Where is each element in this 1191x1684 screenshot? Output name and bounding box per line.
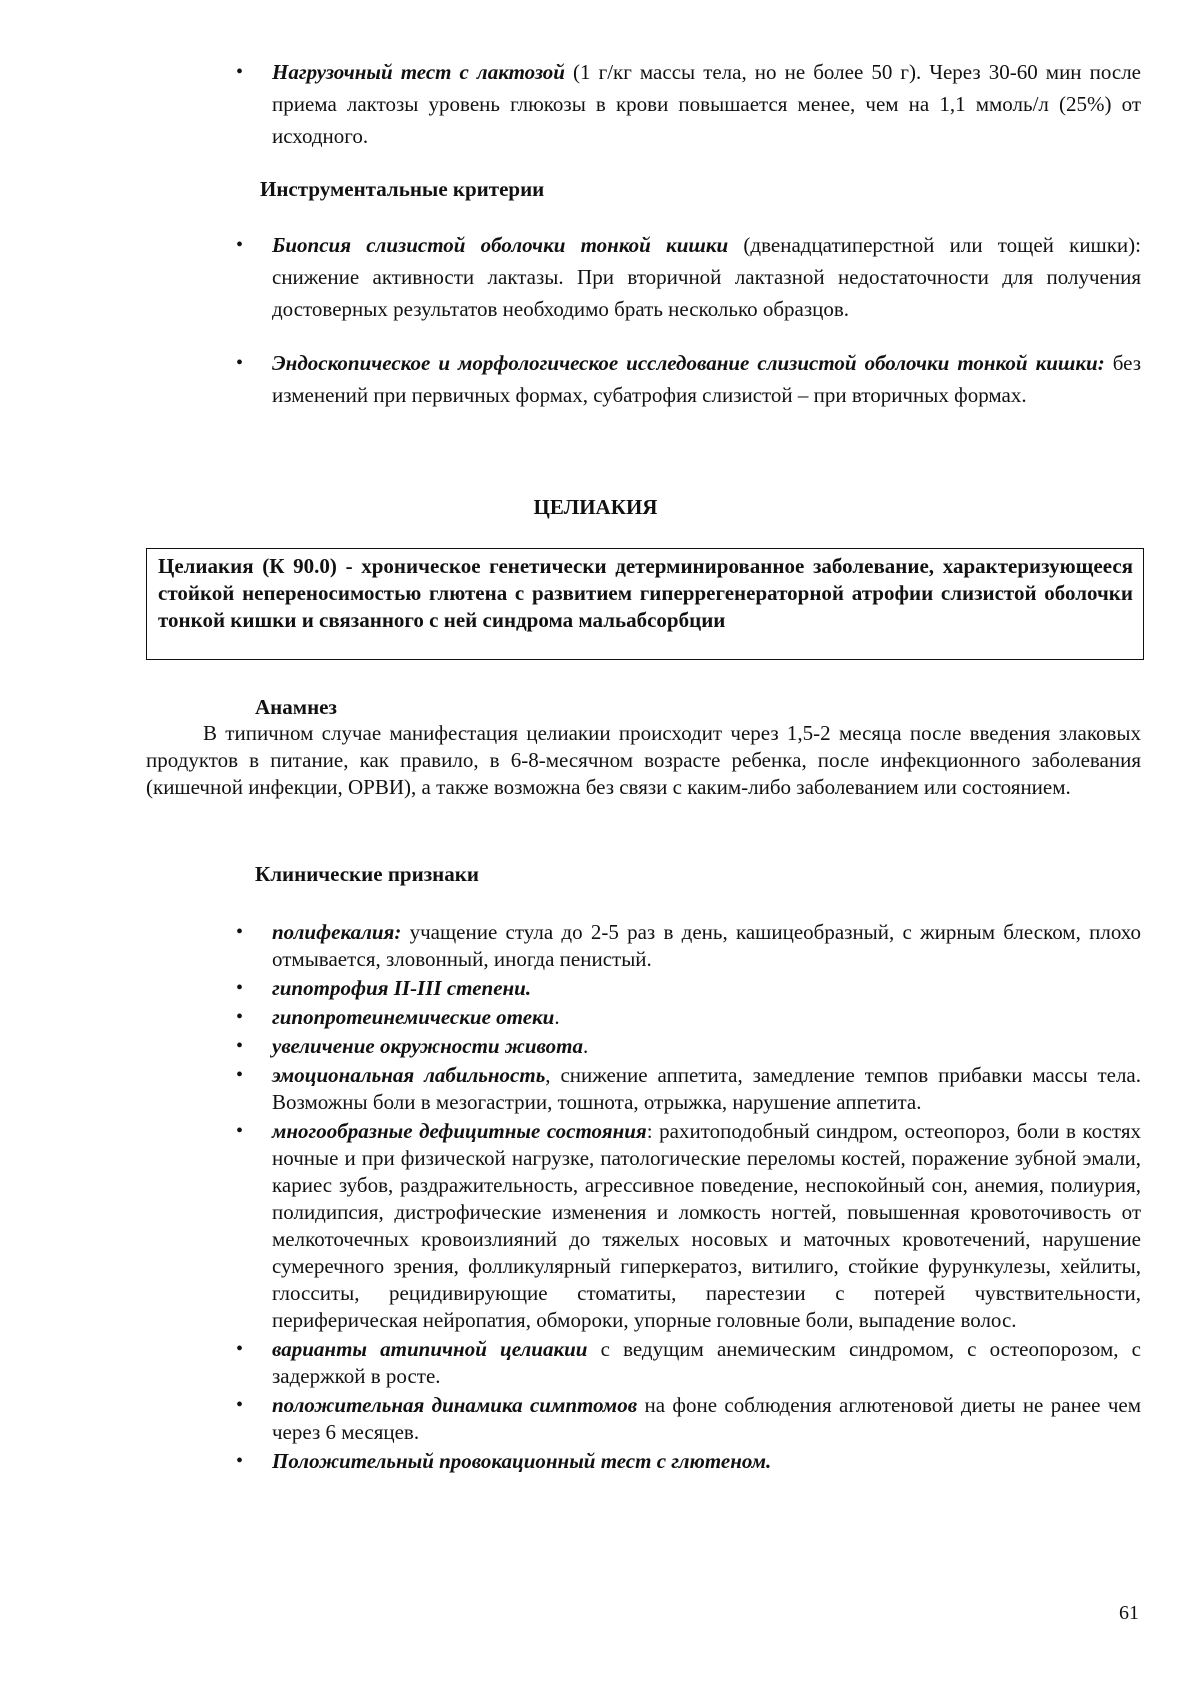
instrumental-heading: Инструментальные критерии	[260, 177, 545, 201]
bullet-lead: положительная динамика симптомов	[272, 1393, 638, 1417]
bullet-lead: полифекалия:	[272, 920, 402, 944]
anamnesis-paragraph: В типичном случае манифестация целиакии происходит через 1,5-2 месяца после введения злаковых продуктов в питание, как правило, в 6-8-месячном возрасте ребенка, после инфекционного заболевания (кишечной инфекции, ОРВИ), а также возможна без связи с каким-либо заболеванием или состоянием.	[146, 721, 1141, 799]
bullet-text: без изменений при первичных формах, субатрофия слизистой – при вторичных формах.	[272, 351, 1142, 407]
list-item	[236, 1033, 1141, 1060]
list-item	[236, 347, 1141, 411]
bullet-lead: варианты атипичной целиакии	[272, 1337, 588, 1361]
list-item	[236, 1004, 1141, 1031]
list-item	[236, 1118, 1141, 1334]
list-item	[236, 1392, 1141, 1446]
bullet-text: (1 г/кг массы тела, но не более 50 г). Через 30-60 мин после приема лактозы уровень глюкозы в крови повышается менее, чем на 1,1 ммоль/л (25%) от исходного.	[272, 60, 1141, 148]
bullet-lead: Биопсия слизистой оболочки тонкой кишки	[272, 233, 729, 257]
bullet-lead: гипотрофия II-III степени.	[272, 976, 532, 1000]
bullet-text: с ведущим анемическим синдромом, с остеопорозом, с задержкой в росте.	[272, 1337, 1141, 1388]
bullet-text: .	[582, 1034, 589, 1058]
lactose-test-list	[236, 56, 1141, 152]
anamnesis-heading: Анамнез	[255, 695, 337, 719]
list-item	[236, 1336, 1141, 1390]
bullet-lead: Нагрузочный тест с лактозой	[272, 60, 565, 84]
bullet-text: , снижение аппетита, замедление темпов прибавки массы тела. Возможны боли в мезогастрии, тошнота, отрыжка, нарушение аппетита.	[272, 1063, 1141, 1114]
section-title: ЦЕЛИАКИЯ	[533, 495, 658, 519]
bullet-text: на фоне соблюдения аглютеновой диеты не ранее чем через 6 месяцев.	[272, 1393, 1141, 1444]
bullet-text: : рахитоподобный синдром, остеопороз, боли в костях ночные и при физической нагрузке, патологические переломы костей, поражение зубной эмали, кариес зубов, раздражительность, агрессивное поведение, неспокойный сон, анемия, полиурия, полидипсия, дистрофические изменения и ломкость ногтей, повышенная кровоточивость от мелкоточечных кровоизлияний до тяжелых носовых и маточных кровотечений, нарушение сумеречного зрения, фолликулярный гиперкератоз, витилиго, стойкие фурункулезы, хейлиты, глосситы, рецидивирующие стоматиты, парестезии с потерей чувствительности, периферическая нейропатия, обмороки, упорные головные боли, выпадение волос.	[272, 1119, 1141, 1332]
bullet-lead: увеличение окружности живота	[272, 1034, 583, 1058]
list-item	[236, 1448, 1141, 1475]
bullet-text: (двенадцатиперстной или тощей кишки): снижение активности лактазы. При вторичной лактазной недостаточности для получения достоверных результатов необходимо брать несколько образцов.	[272, 233, 1141, 321]
clinical-heading: Клинические признаки	[255, 862, 479, 886]
definition-box: Целиакия (К 90.0) - хроническое генетически детерминированное заболевание, характеризующееся стойкой непереносимостью глютена с развитием гиперрегенераторной атрофии слизистой оболочки тонкой кишки и связанного с ней синдрома мальабсорбции	[146, 548, 1144, 660]
list-item	[236, 229, 1141, 325]
bullet-text: учащение стула до 2-5 раз в день, кашицеобразный, с жирным блеском, плохо отмывается, зловонный, иногда пенистый.	[272, 920, 1141, 971]
bullet-lead: многообразные дефицитные состояния	[272, 1119, 647, 1143]
bullet-text: .	[554, 1005, 560, 1029]
clinical-signs-list	[236, 919, 1141, 1475]
bullet-lead: эмоциональная лабильность	[272, 1063, 546, 1087]
list-item	[236, 56, 1141, 152]
instrumental-list	[236, 229, 1141, 411]
list-item	[236, 975, 1141, 1002]
bullet-lead: Эндоскопическое и морфологическое исследование слизистой оболочки тонкой кишки:	[272, 351, 1105, 375]
list-item	[236, 919, 1141, 973]
page-number: 61	[1119, 1602, 1139, 1624]
bullet-lead: гипопротеинемические отеки	[272, 1005, 555, 1029]
bullet-lead: Положительный провокационный тест с глютеном.	[272, 1449, 772, 1473]
list-item	[236, 1062, 1141, 1116]
